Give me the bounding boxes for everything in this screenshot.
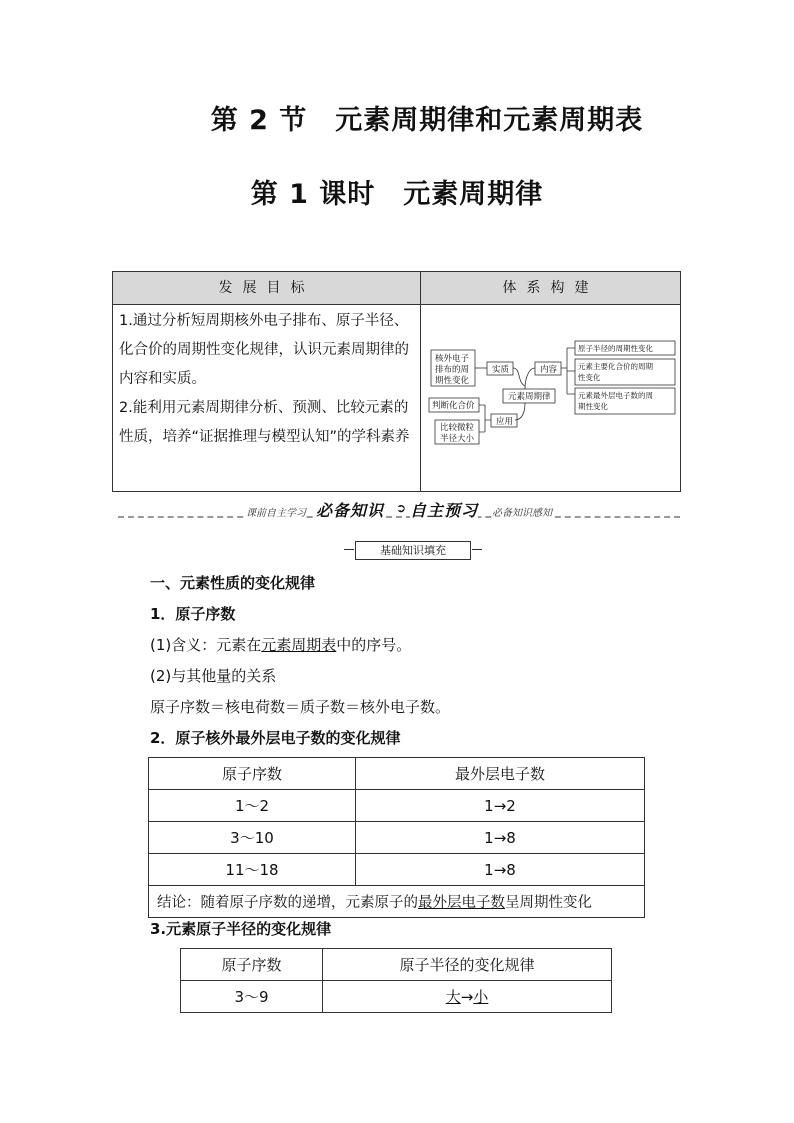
objectives-header: 发展目标 xyxy=(113,272,421,305)
left-box-l1: 核外电子 xyxy=(435,354,470,364)
table2-header: 原子序数 xyxy=(181,949,323,981)
table-cell: 11～18 xyxy=(149,854,356,886)
heading-2: 1．原子序数 xyxy=(150,605,236,623)
banner-left: 课前自主学习 xyxy=(246,504,306,519)
objectives-table xyxy=(112,271,681,492)
r1-label: 原子半径的周期性变化 xyxy=(578,344,653,353)
judge-label: 判断化合价 xyxy=(432,401,475,411)
lesson-title: 第 1 课时 元素周期律 xyxy=(250,179,544,210)
heading-3: 2．原子核外最外层电子数的变化规律 xyxy=(150,729,401,747)
table-cell: 1→2 xyxy=(356,790,645,822)
r2-l2: 性变化 xyxy=(578,373,601,382)
table-cell: 3～9 xyxy=(181,981,323,1013)
section-title: 第 2 节 元素周期律和元素周期表 xyxy=(210,105,644,136)
left-box-l2: 排布的周 xyxy=(435,365,470,375)
paragraph-2: (2)与其他量的关系 xyxy=(150,667,277,685)
table2-header: 原子半径的变化规律 xyxy=(323,949,612,981)
table1-header: 原子序数 xyxy=(149,758,356,790)
system-header: 体系构建 xyxy=(421,272,680,305)
apply-label: 应用 xyxy=(496,417,514,427)
heading-1: 一、元素性质的变化规律 xyxy=(150,574,316,592)
section-banner xyxy=(118,498,680,522)
table1-header: 最外层电子数 xyxy=(356,758,645,790)
table-cell: 3～10 xyxy=(149,822,356,854)
goal-1: 1.通过分析短周期核外电子排布、原子半径、化合价的周期性变化规律，认识元素周期律的内容和实质。 xyxy=(119,313,409,387)
concept-diagram xyxy=(425,308,677,488)
paragraph-3: 原子序数＝核电荷数＝质子数＝核外电子数。 xyxy=(150,698,451,716)
center-label: 元素周期律 xyxy=(508,392,551,402)
banner-main2: 自主预习 xyxy=(410,498,478,521)
goal-2: 2.能利用元素周期律分析、预测、比较元素的性质，培养“证据推理与模型认知”的学科素养 xyxy=(119,400,410,445)
section-label: 基础知识填充 xyxy=(355,541,471,560)
table-cell: 1～2 xyxy=(149,790,356,822)
compare-l2: 半径大小 xyxy=(440,434,475,444)
table1-conclusion: 结论：随着原子序数的递增，元素原子的最外层电子数呈周期性变化 xyxy=(149,886,645,918)
r2-l1: 元素主要化合价的周期 xyxy=(578,362,653,371)
banner-main: 必备知识 xyxy=(316,498,384,521)
table-cell: 1→8 xyxy=(356,822,645,854)
compare-l1: 比较微粒 xyxy=(440,423,475,433)
left-box-l3: 期性变化 xyxy=(435,376,470,386)
essence-label: 实质 xyxy=(492,365,510,375)
heading-4: 3.元素原子半径的变化规律 xyxy=(150,920,332,938)
table-cell: 1→8 xyxy=(356,854,645,886)
content-label: 内容 xyxy=(540,365,558,375)
r3-l2: 期性变化 xyxy=(578,402,608,411)
banner-arrow-icon: ➲ xyxy=(396,501,407,515)
table-cell: 大→小 xyxy=(323,981,612,1013)
paragraph-1: (1)含义：元素在元素周期表中的序号。 xyxy=(150,636,412,654)
radius-table xyxy=(180,948,612,1013)
banner-right: 必备知识感知 xyxy=(492,504,552,519)
r3-l1: 元素最外层电子数的周 xyxy=(578,391,653,400)
outer-electron-table xyxy=(148,757,645,918)
goals-text xyxy=(119,307,414,452)
